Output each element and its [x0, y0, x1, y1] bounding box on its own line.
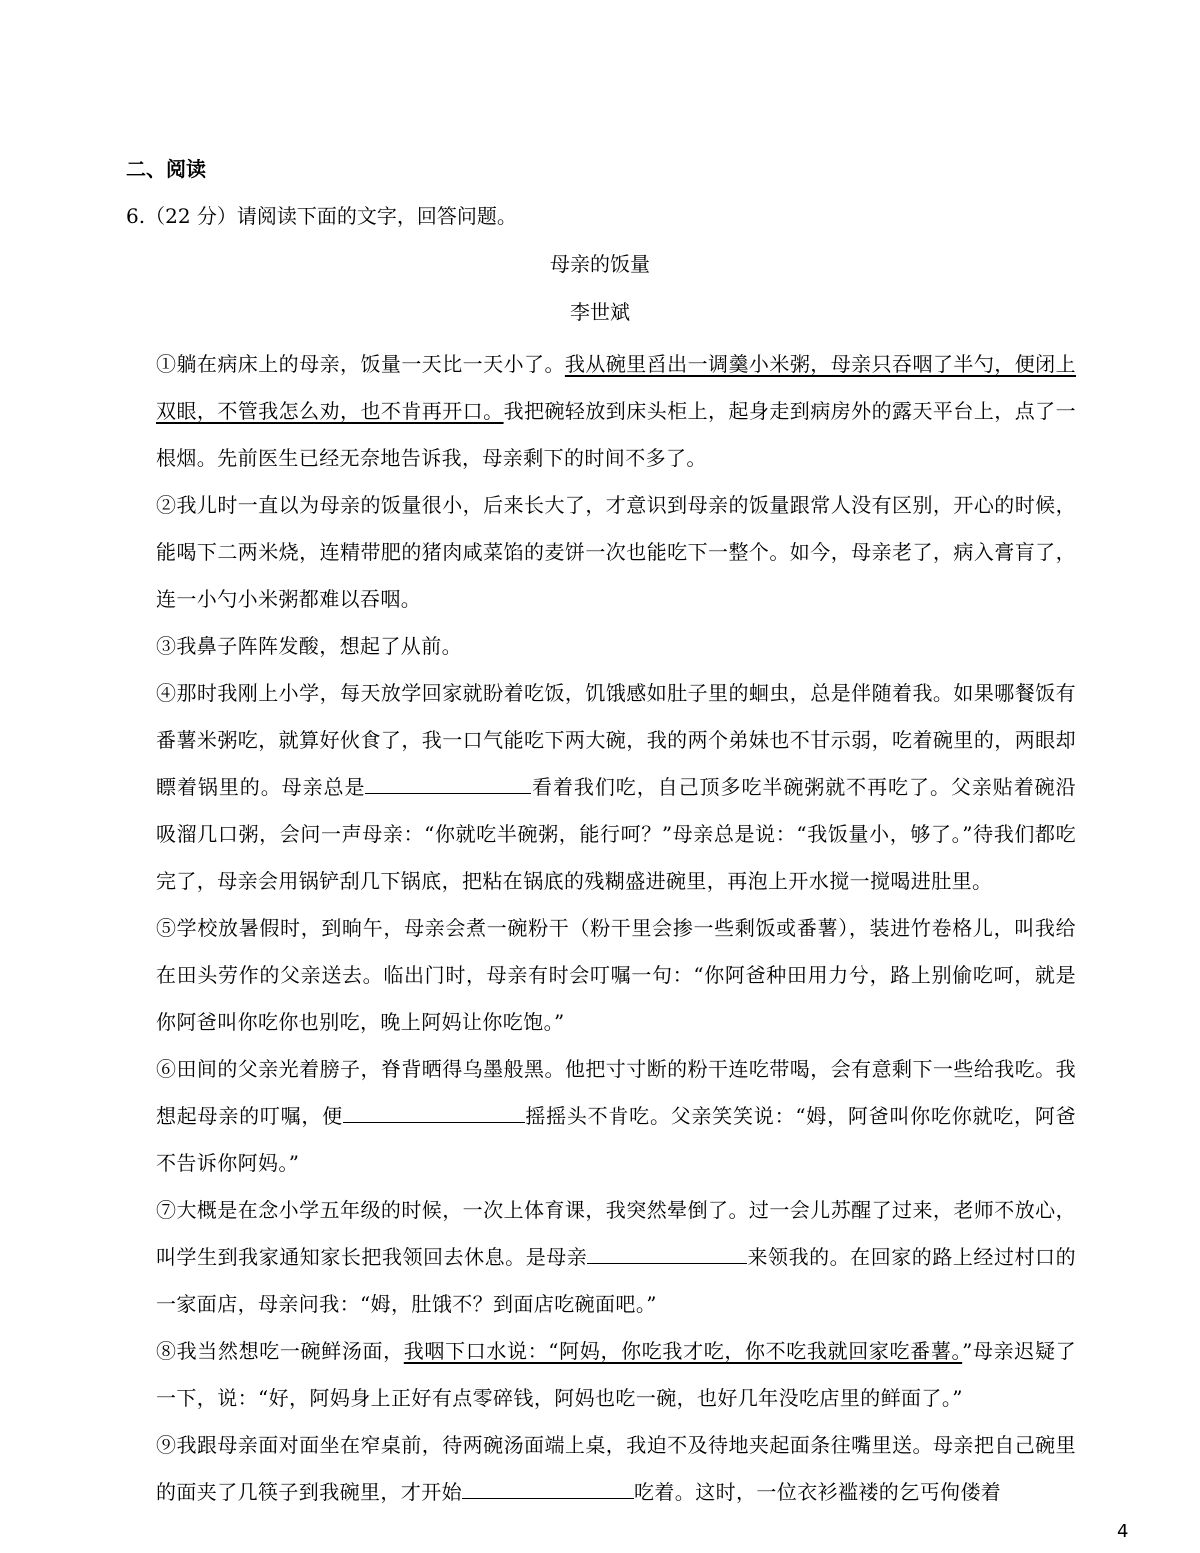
paragraph-text: 摇摇头不肯吃。父亲笑笑说：“姆，阿爸叫你吃你就吃，阿爸不告诉你阿妈。”	[156, 1104, 1076, 1175]
underlined-sentence: 我咽下口水说：“阿妈，你吃我才吃，你不吃我就回家吃番薯。	[403, 1339, 963, 1363]
paragraph-3	[156, 623, 1076, 670]
fill-in-blank[interactable]	[462, 1476, 634, 1499]
paragraph-text: ⑦大概是在念小学五年级的时候，一次上体育课，我突然晕倒了。过一会儿苏醒了过来，老师不放心，叫学生到我家通知家长把我领回去休息。是母亲	[156, 1198, 1076, 1269]
paragraph-text: ⑥田间的父亲光着膀子，脊背晒得乌墨般黑。他把寸寸断的粉干连吃带喝，会有意剩下一些给我吃。我想起母亲的叮嘱，便	[156, 1057, 1076, 1128]
underlined-sentence: 我从碗里舀出一调羹小米粥，母亲只吞咽了半勺，便闭上双眼，不管我怎么劝，也不肯再开口。	[156, 352, 1077, 423]
question-score: （22 分）	[145, 204, 237, 228]
paragraph-text: ⑧我当然想吃一碗鲜汤面，	[156, 1339, 404, 1363]
fill-in-blank[interactable]	[343, 1100, 525, 1123]
question-number: 6.	[126, 204, 146, 228]
paragraph-text: ⑨我跟母亲面对面坐在窄桌前，待两碗汤面端上桌，我迫不及待地夹起面条往嘴里送。母亲把自己碗里的面夹了几筷子到我碗里，才开始	[156, 1433, 1076, 1504]
paragraph-7	[156, 1187, 1076, 1328]
article-title: 母亲的饭量	[550, 252, 650, 276]
paragraph-6	[156, 1046, 1076, 1187]
paragraph-text: 看着我们吃，自己顶多吃半碗粥就不再吃了。父亲贴着碗沿吸溜几口粥，会问一声母亲：“你就吃半碗粥，能行呵？”母亲总是说：“我饭量小，够了。”待我们都吃完了，母亲会用锅铲刮几下锅底，把粘在锅底的残糊盛进碗里，再泡上开水搅一搅喝进肚里。	[156, 775, 1077, 893]
article-author: 李世斌	[570, 300, 630, 324]
paragraph-text: ④那时我刚上小学，每天放学回家就盼着吃饭，饥饿感如肚子里的蛔虫，总是伴随着我。如果哪餐饭有番薯米粥吃，就算好伙食了，我一口气能吃下两大碗，我的两个弟妹也不甘示弱，吃着碗里的，两眼却瞟着锅里的。母亲总是	[156, 681, 1076, 799]
paragraph-8	[156, 1328, 1076, 1422]
paragraph-text: ③我鼻子阵阵发酸，想起了从前。	[156, 634, 462, 658]
paragraph-4	[156, 670, 1076, 905]
paragraph-text: ②我儿时一直以为母亲的饭量很小，后来长大了，才意识到母亲的饭量跟常人没有区别，开心的时候，能喝下二两米烧，连精带肥的猪肉咸菜馅的麦饼一次也能吃下一整个。如今，母亲老了，病入膏肓了，连一小勺小米粥都难以吞咽。	[156, 493, 1076, 611]
question-prompt: 请阅读下面的文字，回答问题。	[236, 204, 517, 228]
paragraph-text: 吃着。这时，一位衣衫褴褛的乞丐佝偻着	[634, 1480, 1002, 1504]
paragraph-text: ”母亲迟疑了一下，说：“好，阿妈身上正好有点零碎钱，阿妈也吃一碗，也好几年没吃店里的鲜面了。”	[156, 1339, 1077, 1410]
paragraph-text: 来领我的。在回家的路上经过村口的一家面店，母亲问我：“姆，肚饿不？到面店吃碗面吧。”	[156, 1245, 1076, 1316]
paragraph-text: ①躺在病床上的母亲，饭量一天比一天小了。	[156, 352, 565, 376]
question-6	[126, 199, 517, 233]
paragraph-9	[156, 1422, 1076, 1516]
paragraph-1	[156, 341, 1076, 482]
page-number: 4	[1117, 1521, 1129, 1542]
paragraph-text: ⑤学校放暑假时，到晌午，母亲会煮一碗粉干（粉干里会掺一些剩饭或番薯），装进竹卷格儿，叫我给在田头劳作的父亲送去。临出门时，母亲有时会叮嘱一句：“你阿爸种田用力兮，路上别偷吃呵，就是你阿爸叫你吃你也别吃，晚上阿妈让你吃饱。”	[156, 916, 1076, 1034]
section-title: 二、阅读	[126, 157, 206, 181]
fill-in-blank[interactable]	[587, 1241, 747, 1264]
fill-in-blank[interactable]	[365, 771, 531, 794]
paragraph-2	[156, 482, 1076, 623]
paragraph-text: 我把碗轻放到床头柜上，起身走到病房外的露天平台上，点了一根烟。先前医生已经无奈地告诉我，母亲剩下的时间不多了。	[156, 399, 1076, 470]
paragraph-5	[156, 905, 1076, 1046]
article-body	[156, 341, 1076, 1516]
